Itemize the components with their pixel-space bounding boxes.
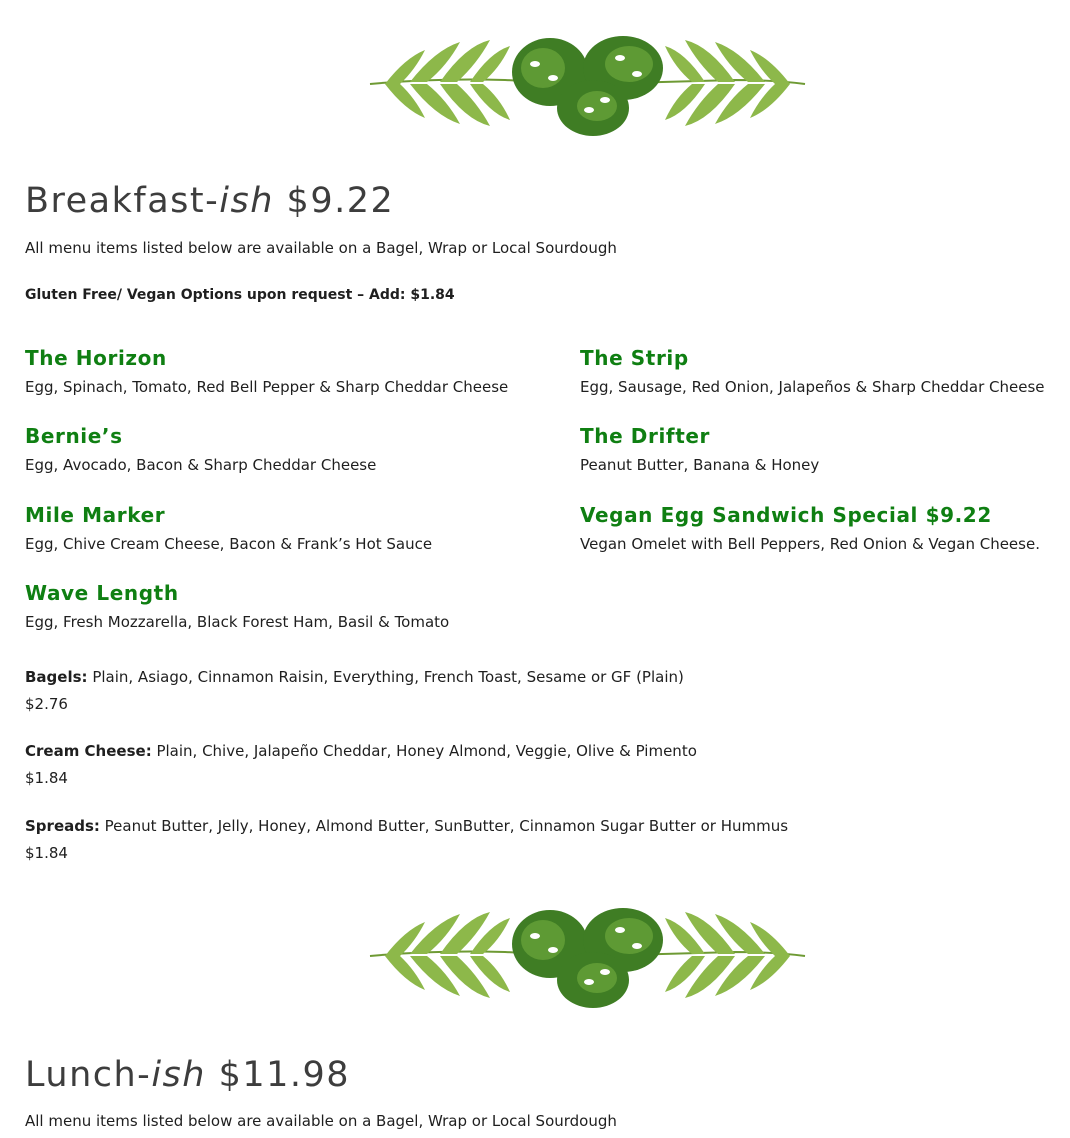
lunch-title-main: Lunch- [25,1055,152,1095]
menu-item-desc: Egg, Fresh Mozzarella, Black Forest Ham, Basil & Tomato [25,613,450,631]
menu-item-name: The Drifter [580,424,711,448]
menu-item-mile-marker [25,502,515,554]
menu-item-name: Vegan Egg Sandwich Special $9.22 [580,503,992,527]
breakfast-intro: All menu items listed below are available on a Bagel, Wrap or Local Sourdough [25,239,617,257]
menu-item-drifter [580,423,1070,475]
menu-item-desc: Egg, Chive Cream Cheese, Bacon & Frank’s Hot Sauce [25,535,433,553]
extra-text: Plain, Asiago, Cinnamon Raisin, Everything, French Toast, Sesame or GF (Plain) [87,668,684,686]
menu-item-horizon [25,345,515,397]
palm-leaf-icon [365,28,810,140]
extra-price: $2.76 [25,695,68,713]
leaf-divider-bottom [365,900,810,1012]
extra-text: Plain, Chive, Jalapeño Cheddar, Honey Almond, Veggie, Olive & Pimento [151,742,697,760]
breakfast-title-ish: ish [219,181,274,221]
lunch-title [25,1055,350,1095]
menu-item-desc: Egg, Sausage, Red Onion, Jalapeños & Sharp Cheddar Cheese [580,378,1045,396]
breakfast-title-main: Breakfast- [25,181,220,221]
palm-leaf-icon [365,900,810,1012]
lunch-title-ish: ish [151,1055,206,1095]
extra-label: Bagels: [25,668,88,686]
menu-item-desc: Egg, Spinach, Tomato, Red Bell Pepper & Sharp Cheddar Cheese [25,378,509,396]
menu-item-vegan-special [580,502,1070,554]
extra-text: Peanut Butter, Jelly, Honey, Almond Butter, SunButter, Cinnamon Sugar Butter or Hummus [99,817,789,835]
menu-item-desc: Vegan Omelet with Bell Peppers, Red Onion & Vegan Cheese. [580,535,1040,553]
extra-label: Cream Cheese: [25,742,152,760]
extra-price: $1.84 [25,769,68,787]
extra-price: $1.84 [25,844,68,862]
menu-item-desc: Peanut Butter, Banana & Honey [580,456,820,474]
lunch-price: $11.98 [218,1055,351,1095]
menu-item-name: Wave Length [25,581,179,605]
extra-spreads [25,813,788,867]
menu-item-strip [580,345,1070,397]
extra-cream-cheese [25,738,697,792]
menu-item-wave-length [25,580,515,632]
menu-item-bernies [25,423,515,475]
breakfast-price: $9.22 [286,181,395,221]
extra-label: Spreads: [25,817,100,835]
menu-item-name: The Horizon [25,346,167,370]
extra-bagels [25,664,684,718]
gluten-free-note: Gluten Free/ Vegan Options upon request – Add: $1.84 [25,287,455,303]
breakfast-title [25,181,394,221]
menu-item-desc: Egg, Avocado, Bacon & Sharp Cheddar Cheese [25,456,377,474]
leaf-divider-top [365,28,810,140]
menu-item-name: Bernie’s [25,424,123,448]
lunch-intro: All menu items listed below are available on a Bagel, Wrap or Local Sourdough [25,1112,617,1130]
menu-item-name: Mile Marker [25,503,166,527]
menu-item-name: The Strip [580,346,689,370]
